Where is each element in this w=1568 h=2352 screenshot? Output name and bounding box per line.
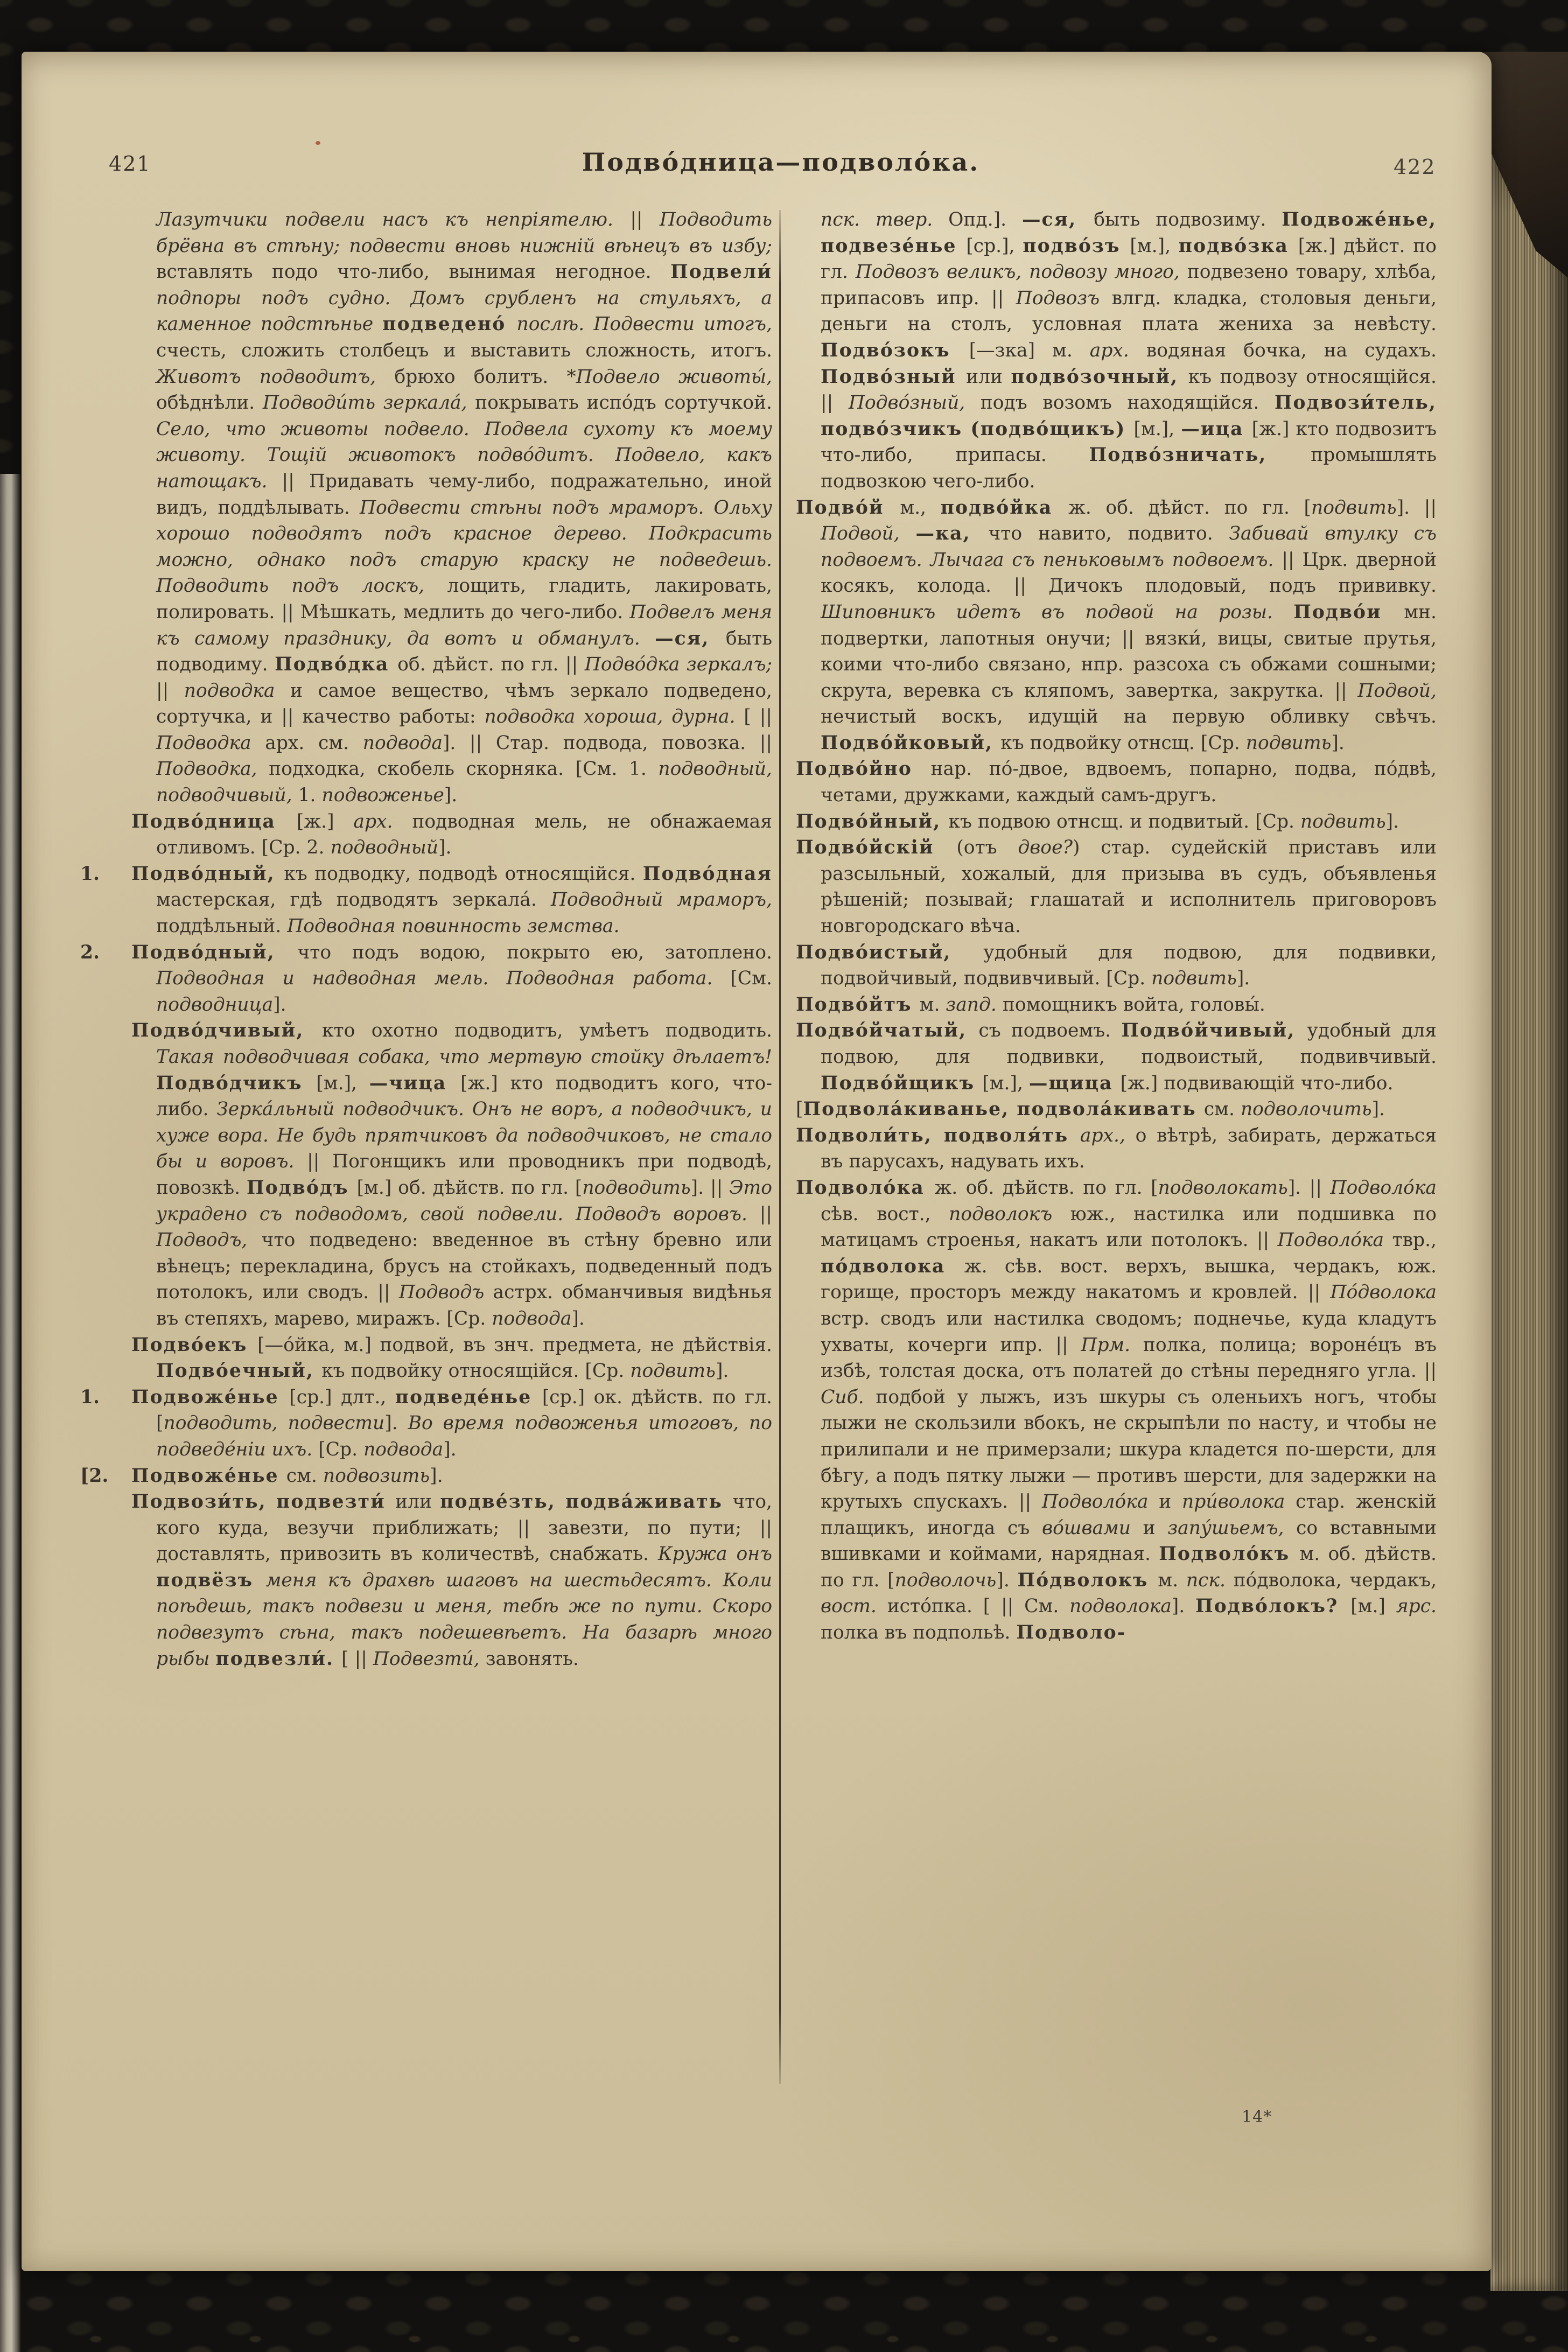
- text-run: подвезено товару, хлѣба, припасовъ ипр. ||: [821, 261, 1437, 309]
- text-run: ж. об. дѣйст. по гл. [: [1068, 496, 1312, 519]
- text-run: Подво́дчивый,: [131, 1020, 322, 1042]
- text-run: водяная бочка, на судахъ.: [1146, 339, 1437, 361]
- text-run: Подво́дка: [275, 654, 398, 676]
- text-run: Подвозъ великъ, подвозу много,: [855, 261, 1187, 283]
- text-run: Подвой,: [1357, 680, 1437, 702]
- text-run: ) стар. судейскій приставъ или разсыльный, хожалый, для призыва въ судъ, объявленья рѣшеній; позывай; глашатай и исполнитель приговоровъ новгородскаго вѣча.: [821, 837, 1437, 937]
- text-run: [ж.] кто подводитъ кого, что-либо.: [156, 1072, 772, 1121]
- running-title: Подво́дница—подволо́ка.: [582, 148, 980, 177]
- dictionary-entry: [131, 1018, 772, 1332]
- text-run: влгд. кладка, столовыя деньги, деньги на столъ, условная плата жениха за невѣсту.: [821, 287, 1437, 335]
- text-run: запу́шьемъ,: [1167, 1517, 1297, 1539]
- text-run: пск.: [1186, 1569, 1234, 1591]
- text-run: ].: [384, 1412, 408, 1434]
- text-run: что навито, подвито.: [988, 523, 1229, 545]
- text-run: подволочь: [894, 1569, 997, 1591]
- text-run: запд.: [946, 993, 1003, 1016]
- text-run: пск. твер.: [821, 209, 949, 230]
- text-run: къ подвойку отнсщ. [Ср.: [1000, 732, 1246, 754]
- text-run: быть подводиму.: [156, 627, 772, 676]
- text-run: Подвоже́нье, подвезе́нье: [821, 209, 1437, 257]
- dictionary-entry: [796, 809, 1437, 835]
- text-run: и: [1143, 1517, 1168, 1539]
- text-run: подвить: [1311, 496, 1397, 519]
- text-run: Подводить брёвна въ стѣну; подвести вновь нижній вѣнецъ въ избу;: [156, 209, 772, 257]
- text-run: [См.: [730, 968, 772, 990]
- signature-mark: 14*: [1242, 2108, 1272, 2126]
- right-column: [796, 207, 1437, 1672]
- dictionary-entry: [131, 1489, 772, 1672]
- text-run: ].: [444, 785, 458, 807]
- text-run: [—зка] м.: [969, 339, 1090, 361]
- left-column: [80, 207, 773, 1672]
- text-run: [м.],: [982, 1072, 1029, 1094]
- text-run: вставлять подо что-либо, вынимая негодное.: [156, 261, 671, 283]
- text-run: Подвозъ: [1016, 287, 1112, 309]
- text-run: къ подвозу относящійся. ||: [821, 366, 1437, 414]
- text-run: [ж.] кто подвозитъ что-либо, припасы.: [821, 418, 1437, 466]
- text-run: меня къ драхвѣ шаговъ на шестьдесятъ. Коли поѣдешь, такъ подвези и меня, тебѣ же по пути. Скоро подвезутъ сѣна, такъ подешевѣетъ. На базарѣ много рыбы: [156, 1569, 772, 1670]
- text-run: [ ||: [744, 706, 772, 728]
- text-run: что, кого куда, везучи приближать; || завезти, по пути; || доставлять, привозить въ количествѣ, снабжать.: [156, 1491, 773, 1565]
- text-run: подве́зть, подва́живать: [440, 1491, 733, 1513]
- text-run: сѣв. вост.,: [821, 1203, 949, 1225]
- text-run: послѣ. Подвести итогъ,: [516, 313, 772, 335]
- text-run: арх.,: [1080, 1124, 1136, 1146]
- text-run: м.: [919, 993, 946, 1016]
- text-run: и самое вещество, чѣмъ зеркало подведено, сортучка, и || качество работы:: [156, 680, 772, 728]
- text-run: полка, полица; вороне́цъ въ избѣ, толстая доска, отъ полатей до стѣны передняго угла. ||: [821, 1334, 1437, 1382]
- text-run: подводка хороша, дурна.: [484, 706, 744, 728]
- text-run: ].: [996, 1569, 1018, 1591]
- entry-number: [2.: [80, 1465, 109, 1487]
- text-run: подведе́нье: [395, 1386, 542, 1408]
- paper-stain: [316, 141, 320, 145]
- dictionary-entry: [796, 1123, 1437, 1175]
- text-run: ]. ||: [690, 1177, 730, 1199]
- text-run: удобный для подвою, для подвивки, подвоистый, подвивчивый.: [821, 1020, 1437, 1068]
- text-run: По́дволока: [1330, 1282, 1437, 1304]
- text-run: Подво́дъ: [247, 1177, 357, 1199]
- text-run: Подводная и надводная мель. Подводная работа.: [156, 968, 731, 990]
- text-run: Подво́ечный,: [156, 1360, 322, 1382]
- text-run: ].: [1385, 810, 1399, 832]
- text-run: ].: [273, 993, 286, 1016]
- page-number-right: 422: [1394, 155, 1436, 179]
- text-run: Подволо́ка: [1041, 1491, 1159, 1513]
- text-run: Животъ подводитъ,: [156, 366, 395, 388]
- text-run: подвезли́.: [215, 1648, 342, 1670]
- text-run: По́дволокъ: [1017, 1569, 1158, 1591]
- text-run: Подвози́ть, подвезти́: [131, 1491, 396, 1513]
- text-run: см.: [286, 1465, 323, 1487]
- text-run: м.: [1158, 1569, 1186, 1591]
- text-run: Прм.: [1081, 1334, 1143, 1356]
- text-run: Подво́дка зеркалъ;: [584, 654, 772, 676]
- text-run: Подволо-: [1016, 1622, 1126, 1644]
- text-run: Подво́й: [796, 496, 900, 519]
- text-run: подвозить: [323, 1465, 430, 1487]
- text-run: промышлять подвозкою чего-либо.: [821, 444, 1437, 492]
- text-run: об. дѣйст. по гл. ||: [397, 654, 585, 676]
- text-run: о вѣтрѣ, забирать, держаться въ парусахъ, надувать ихъ.: [821, 1124, 1437, 1173]
- text-run: Подво́локъ?: [1195, 1595, 1351, 1618]
- text-run: || Погонщикъ или проводникъ при подводѣ, повозкѣ.: [156, 1151, 772, 1199]
- text-run: [ж.] подвивающій что-либо.: [1120, 1072, 1394, 1094]
- text-run: —щица: [1028, 1072, 1121, 1094]
- text-run: [ ||: [341, 1648, 373, 1670]
- text-run: Подводка: [156, 732, 265, 754]
- text-run: —ся,: [1021, 209, 1094, 230]
- text-run: съ подвоемъ.: [978, 1020, 1122, 1042]
- text-run: подвоженье: [321, 785, 444, 807]
- text-run: [—о́йка, м.] подвой, въ знч. предмета, не дѣйствія.: [257, 1334, 772, 1356]
- text-run: Подво́йщикъ: [821, 1072, 983, 1094]
- text-run: Это украдено съ подводомъ, свой подвели. Подводъ воровъ.: [156, 1177, 772, 1225]
- column-divider-rule: [779, 210, 781, 2084]
- text-run: Подво́йтъ: [796, 993, 920, 1016]
- text-run: Подвели́: [670, 261, 772, 283]
- text-run: подведено́: [382, 313, 517, 335]
- text-run: подвода: [362, 732, 443, 754]
- text-run: м.,: [900, 496, 941, 519]
- text-run: Опд.].: [948, 209, 1022, 230]
- text-run: Подво́йчивый,: [1121, 1020, 1307, 1042]
- text-run: счесть, сложить столбецъ и выставить сложность, итогъ.: [156, 339, 772, 361]
- text-run: удобный для подвою, для подвивки, подвойчивый, подвивчивый. [Ср.: [821, 941, 1437, 990]
- dictionary-entry: [131, 809, 772, 861]
- page-number-left: 421: [109, 152, 151, 176]
- dictionary-entry: [80, 940, 772, 1018]
- text-run: къ подвою отнсщ. и подвитый. [Ср.: [948, 810, 1300, 832]
- text-run: подво́зка: [1178, 235, 1298, 257]
- text-run: Подвола́киванье, подвола́кивать: [803, 1098, 1204, 1121]
- text-run: завонять.: [485, 1648, 579, 1670]
- text-run: подпоры подъ судно. Домъ срубленъ на стульяхъ, а каменное подстѣнье: [156, 287, 772, 335]
- text-run: ||: [156, 680, 184, 702]
- text-run: Подво́зный: [821, 366, 967, 388]
- page-header: [22, 148, 1492, 185]
- text-run: подвить: [1151, 968, 1237, 990]
- text-run: брюхо болитъ.: [394, 366, 567, 388]
- text-run: ].: [715, 1360, 729, 1382]
- text-run: Подво́екъ: [131, 1334, 258, 1356]
- text-run: [ср.] ок. дѣйств. по гл. [: [156, 1386, 772, 1434]
- text-run: подвёзъ: [156, 1569, 266, 1591]
- text-run: что подъ водою, покрыто ею, затоплено.: [297, 941, 772, 963]
- text-run: подвить: [1300, 810, 1386, 832]
- text-run: ]. ||: [1287, 1177, 1331, 1199]
- text-run: юж., настилка или подшивка по матицамъ строенья, накатъ или потолокъ. ||: [821, 1203, 1437, 1251]
- text-run: ].: [1371, 1098, 1385, 1121]
- text-run: Подво́дный,: [131, 941, 298, 963]
- text-run: помощникъ войта, головы́.: [1002, 993, 1265, 1016]
- text-run: обѣднѣли.: [156, 392, 263, 414]
- text-run: ]. || Стар. подвода, повозка. ||: [442, 732, 773, 754]
- text-run: подводница: [156, 993, 274, 1016]
- text-run: Подвезти́,: [373, 1648, 486, 1670]
- text-run: ж. об. дѣйств. по гл. [: [934, 1177, 1158, 1199]
- text-run: [м.],: [1130, 235, 1179, 257]
- text-run: подво́йка: [940, 496, 1069, 519]
- text-run: подвода: [363, 1438, 444, 1460]
- text-run: ||: [759, 1203, 772, 1225]
- text-run: по́дволока: [821, 1255, 964, 1277]
- text-run: Подвой,: [821, 523, 916, 545]
- text-run: покрывать испо́дъ сортучкой.: [475, 392, 772, 414]
- text-run: Лазутчики подвели насъ къ непріятелю.: [156, 209, 631, 230]
- text-run: или: [395, 1491, 440, 1513]
- text-run: *Подвело животы́,: [566, 366, 772, 388]
- text-run: Забивай втулку съ подвоемъ. Лычага съ пеньковымъ подвоемъ.: [821, 523, 1437, 571]
- text-run: быть подвозиму.: [1094, 209, 1282, 230]
- text-run: Подволи́ть, подволя́ть: [796, 1124, 1080, 1146]
- text-run: Подво́дчикъ: [156, 1072, 317, 1094]
- text-run: Подводи́ть зеркала́,: [262, 392, 475, 414]
- dictionary-entry: [796, 1175, 1437, 1646]
- text-run: вост.: [821, 1595, 887, 1618]
- dictionary-text-block: [80, 207, 1437, 1672]
- text-run: Подво́дный,: [131, 863, 284, 885]
- text-run: Подволо́ка: [1277, 1229, 1392, 1251]
- text-run: мн. подвертки, лапотныя онучи; || вязки́, вицы, свитые прутья, коими что-либо связано, нпр. разсоха съ обжами сошными; скрута, веревка съ кляпомъ, завертка, закрутка. ||: [821, 601, 1437, 702]
- dictionary-entry: [131, 1332, 772, 1384]
- dictionary-entry: [796, 1096, 1437, 1123]
- text-run: ]. ||: [1396, 496, 1437, 519]
- text-run: подходка, скобель скорняка. [См. 1.: [269, 758, 659, 780]
- text-run: Подвози́тель, подво́зчикъ (подво́щикъ): [821, 392, 1437, 440]
- text-run: Подволо́къ: [1159, 1543, 1300, 1565]
- dictionary-entry: [796, 495, 1437, 757]
- text-run: Шиповникъ идетъ въ подвой на розы.: [821, 601, 1294, 623]
- text-run: Подво́дница: [131, 810, 297, 832]
- book-fore-edge-pages: [1490, 81, 1568, 2291]
- text-run: стар. женскій плащикъ, иногда съ: [821, 1491, 1437, 1539]
- text-run: [Ср.: [318, 1438, 364, 1460]
- text-run: ].: [430, 1465, 443, 1487]
- text-run: Подвоже́нье: [131, 1386, 290, 1408]
- text-run: подъ возомъ находящійся.: [980, 392, 1275, 414]
- text-run: || Придавать чему-либо, подражательно, иной видъ, поддѣлывать.: [156, 470, 772, 519]
- text-run: [м.],: [316, 1072, 369, 1094]
- text-run: исто́пка. [ || См.: [887, 1595, 1070, 1618]
- text-run: ].: [1331, 732, 1345, 754]
- text-run: Такая подводчивая собака, что мертвую стойку дѣлаетъ!: [156, 1046, 772, 1068]
- text-run: [: [796, 1098, 803, 1121]
- text-run: Подво́йно: [796, 758, 931, 780]
- dictionary-entry: [796, 835, 1437, 939]
- text-run: 1.: [298, 785, 322, 807]
- text-run: Подво́зный,: [848, 392, 981, 414]
- text-run: ].: [571, 1307, 585, 1329]
- text-run: Подводный мраморъ,: [550, 889, 772, 911]
- text-run: см.: [1203, 1098, 1241, 1121]
- text-run: Подвоже́нье: [131, 1465, 286, 1487]
- text-run: поддѣльный.: [156, 915, 288, 937]
- dictionary-entry: [796, 756, 1437, 808]
- dictionary-entry: [80, 861, 773, 940]
- text-run: (отъ: [956, 837, 1018, 859]
- text-run: астрх. обманчивыя видѣнья въ степяхъ, марево, миражъ. [Ср.: [156, 1282, 772, 1329]
- text-run: ярс.: [1396, 1595, 1437, 1618]
- text-run: Подво́йный,: [796, 810, 949, 832]
- text-run: къ подвойку относящійся. [Ср.: [321, 1360, 631, 1382]
- text-run: подво́зъ: [1023, 235, 1130, 257]
- text-run: ж. сѣв. вост. верхъ, вышка, чердакъ, юж. горище, просторъ между накатомъ и кровлей. ||: [821, 1255, 1437, 1304]
- entry-number: 2.: [80, 941, 100, 963]
- text-run: подвить: [1245, 732, 1332, 754]
- text-run: арх. см.: [265, 732, 363, 754]
- text-run: двое?: [1018, 837, 1073, 859]
- text-run: Подвести стѣны подъ мраморъ. Ольху хорошо подводятъ подъ красное дерево. Подкрасить можно, однако подъ старую краску не подведешь. Подводить подъ лоскъ,: [156, 496, 772, 597]
- text-run: Подволо́ка: [1330, 1177, 1437, 1199]
- text-run: ].: [1171, 1595, 1196, 1618]
- text-run: Подво́и: [1293, 601, 1404, 623]
- text-run: ].: [1236, 968, 1250, 990]
- text-run: ||: [630, 209, 660, 230]
- text-run: Подво́йчатый,: [796, 1020, 979, 1042]
- dictionary-entry: [796, 1018, 1437, 1096]
- text-run: подволочить: [1240, 1098, 1372, 1121]
- text-run: ].: [443, 1438, 457, 1460]
- text-run: и: [1159, 1491, 1182, 1513]
- text-run: Подво́дная: [642, 863, 773, 885]
- text-run: подводка: [184, 680, 290, 702]
- text-run: при́волока: [1182, 1491, 1296, 1513]
- text-run: Зерка́льный подводчикъ. Онъ не воръ, а подводчикъ, и хуже вора. Не будь прятчиковъ да подводчиковъ, не стало бы и воровъ.: [156, 1098, 772, 1173]
- text-run: подволокъ: [949, 1203, 1070, 1225]
- text-run: мастерская, гдѣ подводятъ зеркала́.: [156, 889, 551, 911]
- text-run: твр.,: [1392, 1229, 1437, 1251]
- text-run: [м.],: [1133, 418, 1181, 440]
- text-run: Подвелъ меня къ самому празднику, да вотъ и обманулъ.: [156, 601, 772, 649]
- text-run: Подво́истый,: [796, 941, 984, 963]
- text-run: подводить: [582, 1177, 691, 1199]
- book-page: [22, 52, 1492, 2271]
- text-run: или: [966, 366, 1011, 388]
- text-run: —ица: [1181, 418, 1252, 440]
- text-run: полка въ подпольѣ.: [821, 1622, 1017, 1644]
- text-run: арх.: [1089, 339, 1146, 361]
- text-run: во́швами: [1041, 1517, 1143, 1539]
- text-run: подводный, подводчивый,: [156, 758, 772, 807]
- text-run: подводный: [330, 837, 439, 859]
- text-run: [ж.]: [296, 810, 354, 832]
- text-run: Подводная повинность земства.: [287, 915, 620, 937]
- text-run: къ подводку, подводѣ относящійся.: [284, 863, 643, 885]
- text-run: Подво́йковый,: [821, 732, 1001, 754]
- text-run: нечистый воскъ, идущій на первую обливку свѣчъ.: [821, 706, 1437, 728]
- text-run: Кружа онъ: [657, 1543, 772, 1565]
- text-run: встр. сводъ или настилка сводомъ; поднечье, куда кладутъ ухваты, кочерги ипр. ||: [821, 1307, 1437, 1356]
- text-run: [м.]: [1350, 1595, 1396, 1618]
- text-run: подволокать: [1158, 1177, 1288, 1199]
- text-run: Сиб.: [821, 1386, 876, 1408]
- text-run: Подво́зничать,: [1089, 444, 1311, 466]
- text-run: подво́зочный,: [1011, 366, 1188, 388]
- text-run: —ка,: [915, 523, 989, 545]
- text-run: —чица: [369, 1072, 461, 1094]
- text-run: м. об. дѣйств. по гл. [: [821, 1543, 1437, 1591]
- text-run: [ж.] дѣйст. по гл.: [821, 235, 1437, 283]
- text-run: что подведено: введенное въ стѣну бревно или вѣнецъ; перекладина, брусъ на стойкахъ, подведенный подъ потолокъ, или сводъ. ||: [156, 1229, 772, 1304]
- text-run: со вставными вшивками и коймами, нарядная.: [821, 1517, 1437, 1565]
- text-run: Подво́зокъ: [821, 339, 969, 361]
- text-run: арх.: [353, 810, 412, 832]
- text-run: подводная мель, не обнажаемая отливомъ. [Ср. 2.: [156, 810, 773, 859]
- text-run: Подводка,: [156, 758, 269, 780]
- text-run: лощить, гладить, лакировать, полировать. || Мѣшкать, медлить до чего-либо.: [156, 575, 772, 623]
- dictionary-entry: [796, 940, 1437, 992]
- dictionary-entry: [80, 1384, 772, 1463]
- dictionary-entry: [796, 992, 1437, 1018]
- text-run: [ср.] длт.,: [289, 1386, 395, 1408]
- dictionary-entry: [80, 1463, 772, 1489]
- text-run: [ср.],: [966, 235, 1023, 257]
- text-run: Во время подвоженья итоговъ, по подведе́ніи ихъ.: [156, 1412, 772, 1460]
- text-run: по́дволока, чердакъ,: [1233, 1569, 1437, 1591]
- entry-number: 1.: [80, 1386, 100, 1408]
- text-run: подвода: [492, 1307, 572, 1329]
- text-run: подволока: [1069, 1595, 1172, 1618]
- entry-continuation: [131, 207, 772, 809]
- entry-number: 1.: [80, 863, 100, 885]
- text-run: Подво́йскій: [796, 837, 957, 859]
- text-run: —ся,: [655, 627, 726, 649]
- text-run: Подводъ: [398, 1282, 493, 1304]
- text-run: ].: [438, 837, 452, 859]
- text-run: Село, что животы подвело. Подвела сухоту къ моему животу. Тощій животокъ подво́дитъ. Подвело, какъ натощакъ.: [156, 418, 772, 492]
- text-run: || Црк. дверной косякъ, колода. || Дичокъ плодовый, подъ прививку.: [821, 549, 1437, 597]
- text-run: Подводъ,: [156, 1229, 262, 1251]
- text-run: нар. по́-двое, вдвоемъ, попарно, подва, по́двѣ, четами, дружками, каждый самъ-другъ.: [821, 758, 1437, 807]
- text-run: подводить, подвести: [163, 1412, 385, 1434]
- adjacent-page-edge: [0, 474, 20, 2352]
- text-run: [м.] об. дѣйств. по гл. [: [356, 1177, 583, 1199]
- text-run: подбой у лыжъ, изъ шкуры съ оленьихъ ногъ, чтобы лыжи не скользили вбокъ, не скрыпѣли по насту, и чтобы не прилипали и не примерзали; шкура кладется по-шерсти, для бѣгу, а подъ пятку лыжи — противъ шерсти, для задержки на крутыхъ спускахъ. ||: [821, 1386, 1437, 1513]
- text-run: кто охотно подводитъ, умѣетъ подводить.: [321, 1020, 772, 1042]
- text-run: подвить: [630, 1360, 716, 1382]
- text-run: Подволо́ка: [796, 1177, 935, 1199]
- entry-continuation: [796, 207, 1437, 495]
